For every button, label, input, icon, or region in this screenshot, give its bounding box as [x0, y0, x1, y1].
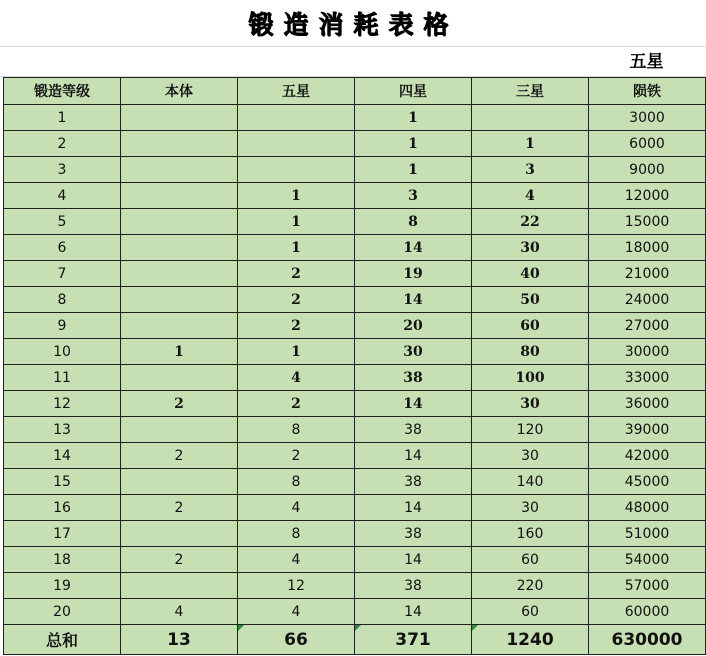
totals-row [4, 625, 706, 655]
meteor-iron-cell[interactable]: 27000 [589, 313, 706, 339]
body-cell[interactable] [121, 417, 238, 443]
body-cell[interactable] [121, 131, 238, 157]
forge-level-cell[interactable]: 1 [4, 105, 121, 131]
forge-level-cell[interactable]: 12 [4, 391, 121, 417]
table-row [4, 313, 706, 339]
three-star-cell[interactable]: 40 [472, 261, 589, 287]
four-star-cell[interactable]: 14 [355, 235, 472, 261]
four-star-cell[interactable]: 1 [355, 105, 472, 131]
three-star-cell[interactable]: 220 [472, 573, 589, 599]
forge-level-cell[interactable]: 5 [4, 209, 121, 235]
meteor-iron-cell[interactable]: 24000 [589, 287, 706, 313]
total-four-star-value: 371 [395, 629, 431, 650]
four-star-cell[interactable]: 19 [355, 261, 472, 287]
body-cell[interactable] [121, 313, 238, 339]
header-body[interactable]: 本体 [121, 78, 238, 105]
table-row [4, 469, 706, 495]
forge-level-cell[interactable]: 7 [4, 261, 121, 287]
four-star-cell[interactable]: 38 [355, 469, 472, 495]
meteor-iron-cell[interactable]: 60000 [589, 599, 706, 625]
header-four-star[interactable]: 四星 [355, 78, 472, 105]
table-row [4, 105, 706, 131]
total-body-cell[interactable]: 13 [121, 625, 238, 655]
four-star-cell[interactable]: 38 [355, 521, 472, 547]
body-cell[interactable] [121, 209, 238, 235]
three-star-cell[interactable]: 1 [472, 131, 589, 157]
four-star-cell[interactable]: 8 [355, 209, 472, 235]
table-row [4, 287, 706, 313]
three-star-cell[interactable] [472, 105, 589, 131]
body-cell[interactable]: 2 [121, 495, 238, 521]
forge-level-cell[interactable]: 13 [4, 417, 121, 443]
three-star-cell[interactable]: 22 [472, 209, 589, 235]
three-star-cell[interactable]: 30 [472, 443, 589, 469]
three-star-cell[interactable]: 3 [472, 157, 589, 183]
meteor-iron-cell[interactable]: 21000 [589, 261, 706, 287]
body-cell[interactable] [121, 235, 238, 261]
four-star-cell[interactable]: 38 [355, 573, 472, 599]
four-star-cell[interactable]: 1 [355, 157, 472, 183]
four-star-cell[interactable]: 14 [355, 495, 472, 521]
meteor-iron-cell[interactable]: 39000 [589, 417, 706, 443]
forge-level-cell[interactable]: 4 [4, 183, 121, 209]
body-cell[interactable] [121, 521, 238, 547]
meteor-iron-cell[interactable]: 30000 [589, 339, 706, 365]
body-cell[interactable] [121, 365, 238, 391]
sheet-subtitle: 五星 [629, 52, 664, 72]
five-star-cell[interactable]: 1 [238, 183, 355, 209]
table-row [4, 443, 706, 469]
body-cell[interactable]: 2 [121, 547, 238, 573]
five-star-cell[interactable] [238, 157, 355, 183]
meteor-iron-cell[interactable]: 3000 [589, 105, 706, 131]
meteor-iron-cell[interactable]: 48000 [589, 495, 706, 521]
meteor-iron-cell[interactable]: 42000 [589, 443, 706, 469]
five-star-cell[interactable]: 12 [238, 573, 355, 599]
body-cell[interactable] [121, 287, 238, 313]
meteor-iron-cell[interactable]: 18000 [589, 235, 706, 261]
forging-cost-table [3, 77, 706, 655]
five-star-cell[interactable]: 4 [238, 365, 355, 391]
forge-level-cell[interactable]: 20 [4, 599, 121, 625]
five-star-cell[interactable]: 4 [238, 547, 355, 573]
error-flag-icon [238, 625, 244, 631]
five-star-cell[interactable]: 4 [238, 495, 355, 521]
body-cell[interactable] [121, 105, 238, 131]
meteor-iron-cell[interactable]: 51000 [589, 521, 706, 547]
forge-level-cell[interactable]: 6 [4, 235, 121, 261]
sheet-title: 锻造消耗表格 [247, 10, 458, 39]
body-cell[interactable] [121, 261, 238, 287]
three-star-cell[interactable]: 60 [472, 547, 589, 573]
four-star-cell[interactable]: 14 [355, 599, 472, 625]
meteor-iron-cell[interactable]: 33000 [589, 365, 706, 391]
table-row [4, 417, 706, 443]
meteor-iron-cell[interactable]: 15000 [589, 209, 706, 235]
table-row [4, 521, 706, 547]
error-flag-icon [472, 625, 478, 631]
header-row [4, 78, 706, 105]
forge-level-cell[interactable]: 15 [4, 469, 121, 495]
table-row [4, 209, 706, 235]
five-star-cell[interactable]: 4 [238, 599, 355, 625]
table-row [4, 183, 706, 209]
forge-level-cell[interactable]: 17 [4, 521, 121, 547]
five-star-cell[interactable] [238, 131, 355, 157]
forge-level-cell[interactable]: 19 [4, 573, 121, 599]
table-row [4, 339, 706, 365]
five-star-cell[interactable]: 2 [238, 391, 355, 417]
four-star-cell[interactable]: 14 [355, 287, 472, 313]
forge-level-cell[interactable]: 18 [4, 547, 121, 573]
four-star-cell[interactable]: 1 [355, 131, 472, 157]
forge-level-cell[interactable]: 16 [4, 495, 121, 521]
header-forge-level[interactable]: 锻造等级 [4, 78, 121, 105]
forge-level-cell[interactable]: 9 [4, 313, 121, 339]
body-cell[interactable]: 2 [121, 391, 238, 417]
forge-level-cell[interactable]: 11 [4, 365, 121, 391]
four-star-cell[interactable]: 14 [355, 443, 472, 469]
table-row [4, 235, 706, 261]
total-meteor-iron-cell[interactable]: 630000 [589, 625, 706, 655]
five-star-cell[interactable]: 1 [238, 235, 355, 261]
total-five-star-cell[interactable] [238, 625, 355, 655]
error-flag-icon [355, 625, 361, 631]
four-star-cell[interactable]: 14 [355, 547, 472, 573]
body-cell[interactable] [121, 469, 238, 495]
three-star-cell[interactable]: 30 [472, 495, 589, 521]
meteor-iron-cell[interactable]: 6000 [589, 131, 706, 157]
meteor-iron-cell[interactable]: 12000 [589, 183, 706, 209]
meteor-iron-cell[interactable]: 36000 [589, 391, 706, 417]
header-three-star[interactable]: 三星 [472, 78, 589, 105]
body-cell[interactable]: 4 [121, 599, 238, 625]
four-star-cell[interactable]: 14 [355, 391, 472, 417]
body-cell[interactable] [121, 157, 238, 183]
three-star-cell[interactable]: 60 [472, 313, 589, 339]
four-star-cell[interactable]: 30 [355, 339, 472, 365]
five-star-cell[interactable]: 2 [238, 443, 355, 469]
three-star-cell[interactable]: 50 [472, 287, 589, 313]
five-star-cell[interactable]: 8 [238, 521, 355, 547]
five-star-cell[interactable] [238, 105, 355, 131]
three-star-cell[interactable]: 4 [472, 183, 589, 209]
three-star-cell[interactable]: 120 [472, 417, 589, 443]
total-three-star-value: 1240 [506, 629, 554, 650]
forge-level-cell[interactable]: 3 [4, 157, 121, 183]
three-star-cell[interactable]: 60 [472, 599, 589, 625]
five-star-cell[interactable]: 8 [238, 469, 355, 495]
five-star-cell[interactable]: 2 [238, 287, 355, 313]
table-row [4, 157, 706, 183]
table-row [4, 391, 706, 417]
three-star-cell[interactable]: 160 [472, 521, 589, 547]
three-star-cell[interactable]: 30 [472, 391, 589, 417]
forge-level-cell[interactable]: 14 [4, 443, 121, 469]
table-row [4, 547, 706, 573]
table-row [4, 131, 706, 157]
header-meteor-iron[interactable]: 陨铁 [589, 78, 706, 105]
five-star-cell[interactable]: 8 [238, 417, 355, 443]
body-cell[interactable] [121, 573, 238, 599]
table-row [4, 495, 706, 521]
meteor-iron-cell[interactable]: 57000 [589, 573, 706, 599]
three-star-cell[interactable]: 80 [472, 339, 589, 365]
five-star-cell[interactable]: 1 [238, 209, 355, 235]
body-cell[interactable]: 1 [121, 339, 238, 365]
four-star-cell[interactable]: 3 [355, 183, 472, 209]
table-row [4, 573, 706, 599]
total-four-star-cell[interactable] [355, 625, 472, 655]
total-three-star-cell[interactable] [472, 625, 589, 655]
table-row [4, 365, 706, 391]
forge-level-cell[interactable]: 8 [4, 287, 121, 313]
body-cell[interactable]: 2 [121, 443, 238, 469]
body-cell[interactable] [121, 183, 238, 209]
four-star-cell[interactable]: 38 [355, 417, 472, 443]
meteor-iron-cell[interactable]: 9000 [589, 157, 706, 183]
five-star-cell[interactable]: 2 [238, 261, 355, 287]
table-row [4, 261, 706, 287]
total-label-cell[interactable]: 总和 [4, 625, 121, 655]
forge-level-cell[interactable]: 10 [4, 339, 121, 365]
meteor-iron-cell[interactable]: 45000 [589, 469, 706, 495]
four-star-cell[interactable]: 38 [355, 365, 472, 391]
three-star-cell[interactable]: 30 [472, 235, 589, 261]
forge-level-cell[interactable]: 2 [4, 131, 121, 157]
meteor-iron-cell[interactable]: 54000 [589, 547, 706, 573]
five-star-cell[interactable]: 1 [238, 339, 355, 365]
subtitle-row [0, 46, 706, 77]
table-row [4, 599, 706, 625]
header-five-star[interactable]: 五星 [238, 78, 355, 105]
four-star-cell[interactable]: 20 [355, 313, 472, 339]
five-star-cell[interactable]: 2 [238, 313, 355, 339]
three-star-cell[interactable]: 100 [472, 365, 589, 391]
three-star-cell[interactable]: 140 [472, 469, 589, 495]
total-five-star-value: 66 [284, 629, 308, 650]
title-row [0, 0, 706, 47]
